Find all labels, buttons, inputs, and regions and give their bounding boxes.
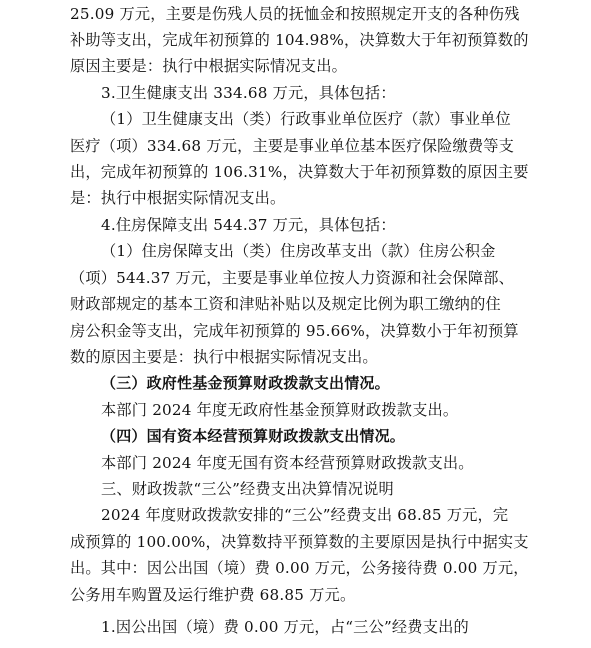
body-text-line: 房公积金等支出，完成年初预算的 95.66%，决算数小于年初预算 <box>70 322 519 340</box>
body-text-line: （1）卫生健康支出（类）行政事业单位医疗（款）事业单位 <box>101 110 511 128</box>
body-text-line: 成预算的 100.00%，决算数持平预算数的主要原因是执行中据实支 <box>70 533 529 551</box>
body-text-line: 出。其中：因公出国（境）费 0.00 万元，公务接待费 0.00 万元， <box>70 559 529 577</box>
body-text-line: 是：执行中根据实际情况支出。 <box>70 189 286 207</box>
body-text-line: 补助等支出，完成年初预算的 104.98%，决算数大于年初预算数的 <box>70 31 529 49</box>
body-text-line: 财政部规定的基本工资和津贴补贴以及规定比例为职工缴纳的住 <box>70 295 501 313</box>
section-heading: （三）政府性基金预算财政拨款支出情况。 <box>101 374 390 392</box>
section-heading: （四）国有资本经营预算财政拨款支出情况。 <box>101 427 406 445</box>
body-text-line: 出，完成年初预算的 106.31%，决算数大于年初预算数的原因主要 <box>70 163 529 181</box>
body-text-line: 公务用车购置及运行维护费 68.85 万元。 <box>70 586 356 604</box>
chapter-heading: 三、财政拨款“三公”经费支出决算情况说明 <box>101 480 394 498</box>
section-subheading: 1.因公出国（境）费 0.00 万元，占“三公”经费支出的 <box>101 618 469 636</box>
body-text-line: 数的原因主要是：执行中根据实际情况支出。 <box>70 348 378 366</box>
body-text-line: 医疗（项）334.68 万元，主要是事业单位基本医疗保险缴费等支 <box>70 137 515 155</box>
body-text-line: 2024 年度财政拨款安排的“三公”经费支出 68.85 万元，完 <box>101 506 509 524</box>
body-text-line: （1）住房保障支出（类）住房改革支出（款）住房公积金 <box>101 242 496 260</box>
section-subheading: 3.卫生健康支出 334.68 万元，具体包括： <box>101 84 396 102</box>
section-subheading: 4.住房保障支出 544.37 万元，具体包括： <box>101 216 396 234</box>
body-text-line: 25.09 万元，主要是伤残人员的抚恤金和按照规定开支的各种伤残 <box>70 5 520 23</box>
body-text-line: 本部门 2024 年度无政府性基金预算财政拨款支出。 <box>101 401 459 419</box>
body-text-line: （项）544.37 万元，主要是事业单位按人力资源和社会保障部、 <box>70 269 515 287</box>
body-text-line: 本部门 2024 年度无国有资本经营预算财政拨款支出。 <box>101 454 474 472</box>
body-text-line: 原因主要是：执行中根据实际情况支出。 <box>70 57 347 75</box>
